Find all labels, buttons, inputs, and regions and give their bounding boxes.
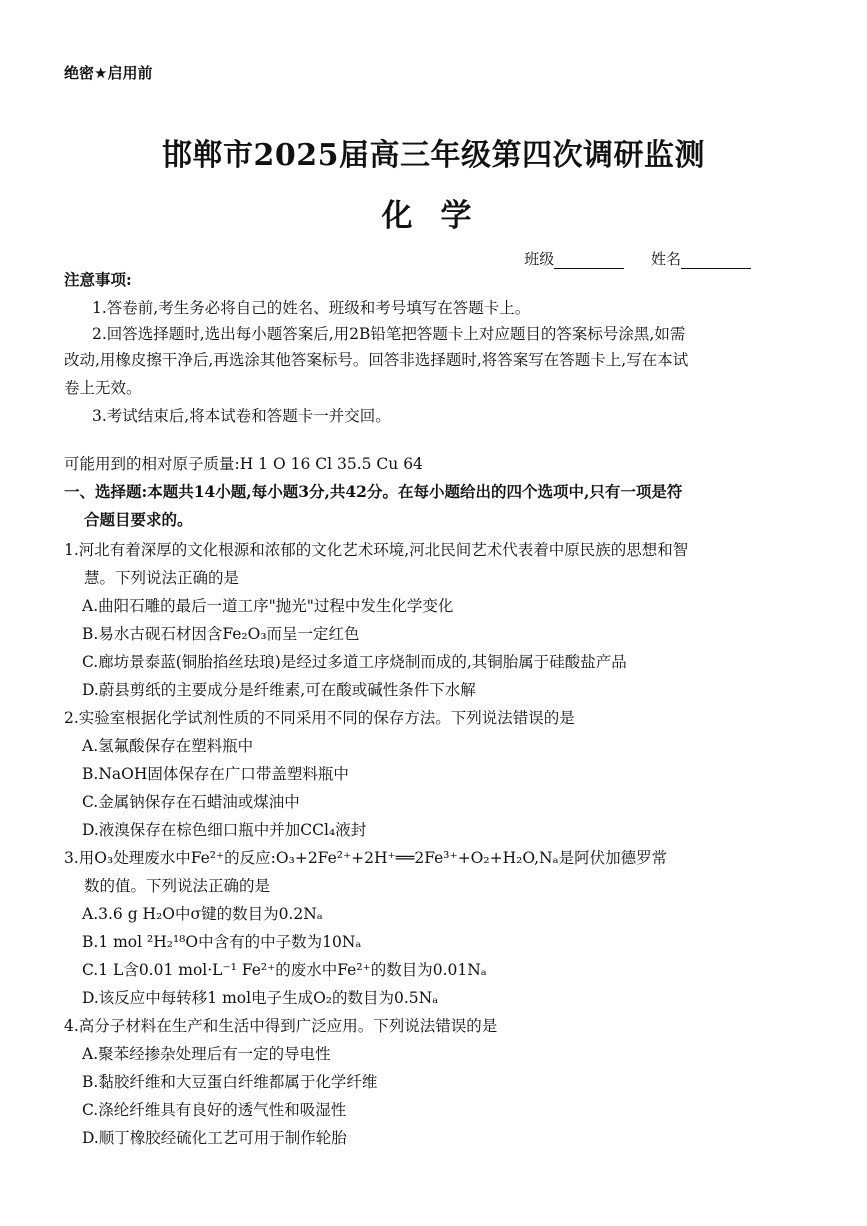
confidential-label: 绝密★启用前 [64, 64, 153, 82]
q3-option-a: A.3.6 g H₂O中σ键的数目为0.2Nₐ [82, 905, 323, 923]
q1-stem-line-1: 1.河北有着深厚的文化根源和浓郁的文化艺术环境,河北民间艺术代表着中原民族的思想和智 [64, 541, 689, 559]
note-item-2-line-2: 改动,用橡皮擦干净后,再选涂其他答案标号。回答非选择题时,将答案写在答题卡上,写在本试 [64, 351, 689, 369]
q4-option-c: C.涤纶纤维具有良好的透气性和吸湿性 [82, 1101, 347, 1119]
class-label: 班级 [524, 250, 555, 268]
student-info-fields [524, 248, 751, 269]
q1-option-c: C.廊坊景泰蓝(铜胎掐丝珐琅)是经过多道工序烧制而成的,其铜胎属于硅酸盐产品 [82, 653, 627, 671]
q2-option-c: C.金属钠保存在石蜡油或煤油中 [82, 793, 300, 811]
subject-title: 化学 [381, 198, 500, 234]
note-item-2-line-1: 2.回答选择题时,选出每小题答案后,用2B铅笔把答题卡上对应题目的答案标号涂黑,如需 [92, 325, 686, 343]
q1-option-d: D.蔚县剪纸的主要成分是纤维素,可在酸或碱性条件下水解 [82, 681, 476, 699]
section-1-heading: 一、选择题:本题共14小题,每小题3分,共42分。在每小题给出的四个选项中,只有一项是符 [64, 482, 683, 501]
q1-option-a: A.曲阳石雕的最后一道工序"抛光"过程中发生化学变化 [82, 597, 454, 615]
q1-option-b: B.易水古砚石材因含Fe₂O₃而呈一定红色 [82, 625, 360, 643]
q4-option-a: A.聚苯经掺杂处理后有一定的导电性 [82, 1045, 331, 1063]
note-item-3: 3.考试结束后,将本试卷和答题卡一并交回。 [92, 407, 391, 425]
q2-option-a: A.氢氟酸保存在塑料瓶中 [82, 737, 254, 755]
q4-stem: 4.高分子材料在生产和生活中得到广泛应用。下列说法错误的是 [64, 1017, 498, 1035]
section-1-heading-cont: 合题目要求的。 [84, 510, 193, 529]
name-blank[interactable] [681, 254, 751, 269]
q3-stem-line-1: 3.用O₃处理废水中Fe²⁺的反应:O₃+2Fe²⁺+2H⁺══2Fe³⁺+O₂+H₂O,Nₐ是阿伏加德罗常 [64, 849, 668, 867]
q1-stem-line-2: 慧。下列说法正确的是 [84, 569, 240, 587]
class-blank[interactable] [554, 254, 624, 269]
q4-option-b: B.黏胶纤维和大豆蛋白纤维都属于化学纤维 [82, 1073, 378, 1091]
q3-option-b: B.1 mol ²H₂¹⁸O中含有的中子数为10Nₐ [82, 933, 362, 951]
q2-stem: 2.实验室根据化学试剂性质的不同采用不同的保存方法。下列说法错误的是 [64, 709, 575, 727]
q2-option-d: D.液溴保存在棕色细口瓶中并加CCl₄液封 [82, 821, 367, 839]
note-item-1: 1.答卷前,考生务必将自己的姓名、班级和考号填写在答题卡上。 [92, 299, 531, 317]
q4-option-d: D.顺丁橡胶经硫化工艺可用于制作轮胎 [82, 1129, 347, 1147]
exam-title: 邯郸市2025届高三年级第四次调研监测 [162, 138, 705, 173]
note-item-2-line-3: 卷上无效。 [64, 379, 142, 397]
q2-option-b: B.NaOH固体保存在广口带盖塑料瓶中 [82, 765, 349, 783]
atomic-masses: 可能用到的相对原子质量:H 1 O 16 Cl 35.5 Cu 64 [64, 455, 423, 473]
name-label: 姓名 [650, 250, 681, 268]
notes-heading: 注意事项: [64, 270, 132, 289]
q3-option-d: D.该反应中每转移1 mol电子生成O₂的数目为0.5Nₐ [82, 989, 439, 1007]
q3-option-c: C.1 L含0.01 mol·L⁻¹ Fe²⁺的废水中Fe²⁺的数目为0.01Nₐ [82, 961, 487, 979]
q3-stem-line-2: 数的值。下列说法正确的是 [84, 877, 271, 895]
